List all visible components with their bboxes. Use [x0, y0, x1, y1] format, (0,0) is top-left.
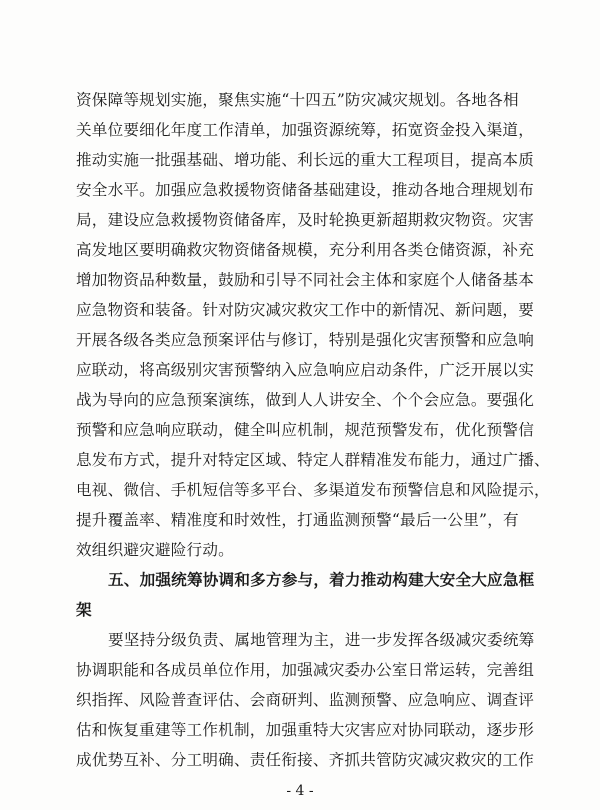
text-line: 提升覆盖率、精准度和时效性，打通监测预警“最后一公里”，有 [76, 511, 519, 529]
heading-line: 五、加强统筹协调和多方参与，着力推动构建大安全大应急框 [108, 571, 535, 589]
text-line: 要坚持分级负责、属地管理为主，进一步发挥各级减灾委统筹 [108, 631, 535, 649]
text-line: 关单位要细化年度工作清单，加强资源统筹，拓宽资金投入渠道， [76, 121, 535, 139]
text-line: 增加物资品种数量，鼓励和引导不同社会主体和家庭个人储备基本 [76, 271, 535, 289]
text-line: 开展各级各类应急预案评估与修订，特别是强化灾害预警和应急响 [76, 331, 535, 349]
text-line: 织指挥、风险普查评估、会商研判、监测预警、应急响应、调查评 [76, 691, 535, 709]
heading-line: 架 [76, 601, 92, 619]
text-line: 推动实施一批强基础、增功能、利长远的重大工程项目，提高本质 [76, 151, 535, 169]
text-line: 应联动，将高级别灾害预警纳入应急响应启动条件，广泛开展以实 [76, 361, 535, 379]
text-line: 高发地区要明确救灾物资储备规模，充分利用各类仓储资源，补充 [76, 241, 535, 259]
text-line: 安全水平。加强应急救援物资储备基础建设，推动各地合理规划布 [76, 181, 535, 199]
text-line: 成优势互补、分工明确、责任衔接、齐抓共管防灾减灾救灾的工作 [76, 751, 535, 769]
text-line: 预警和应急响应联动，健全叫应机制，规范预警发布，优化预警信 [76, 421, 535, 439]
page-number: - 4 - [286, 783, 314, 799]
text-line: 战为导向的应急预案演练，做到人人讲安全、个个会应急。要强化 [76, 391, 535, 409]
text-line: 资保障等规划实施，聚焦实施“十四五”防灾减灾规划。各地各相 [76, 91, 519, 109]
text-line: 效组织避灾避险行动。 [76, 541, 234, 559]
text-line: 协调职能和各成员单位作用，加强减灾委办公室日常运转，完善组 [76, 661, 535, 679]
text-line: 局，建设应急救援物资储备库，及时轮换更新超期救灾物资。灾害 [76, 211, 535, 229]
text-line: 应急物资和装备。针对防灾减灾救灾工作中的新情况、新问题，要 [76, 301, 535, 319]
text-line: 估和恢复重建等工作机制，加强重特大灾害应对协同联动，逐步形 [76, 721, 535, 739]
text-line: 电视、微信、手机短信等多平台、多渠道发布预警信息和风险提示， [76, 481, 550, 499]
text-line: 息发布方式，提升对特定区域、特定人群精准发布能力，通过广播、 [76, 451, 550, 469]
